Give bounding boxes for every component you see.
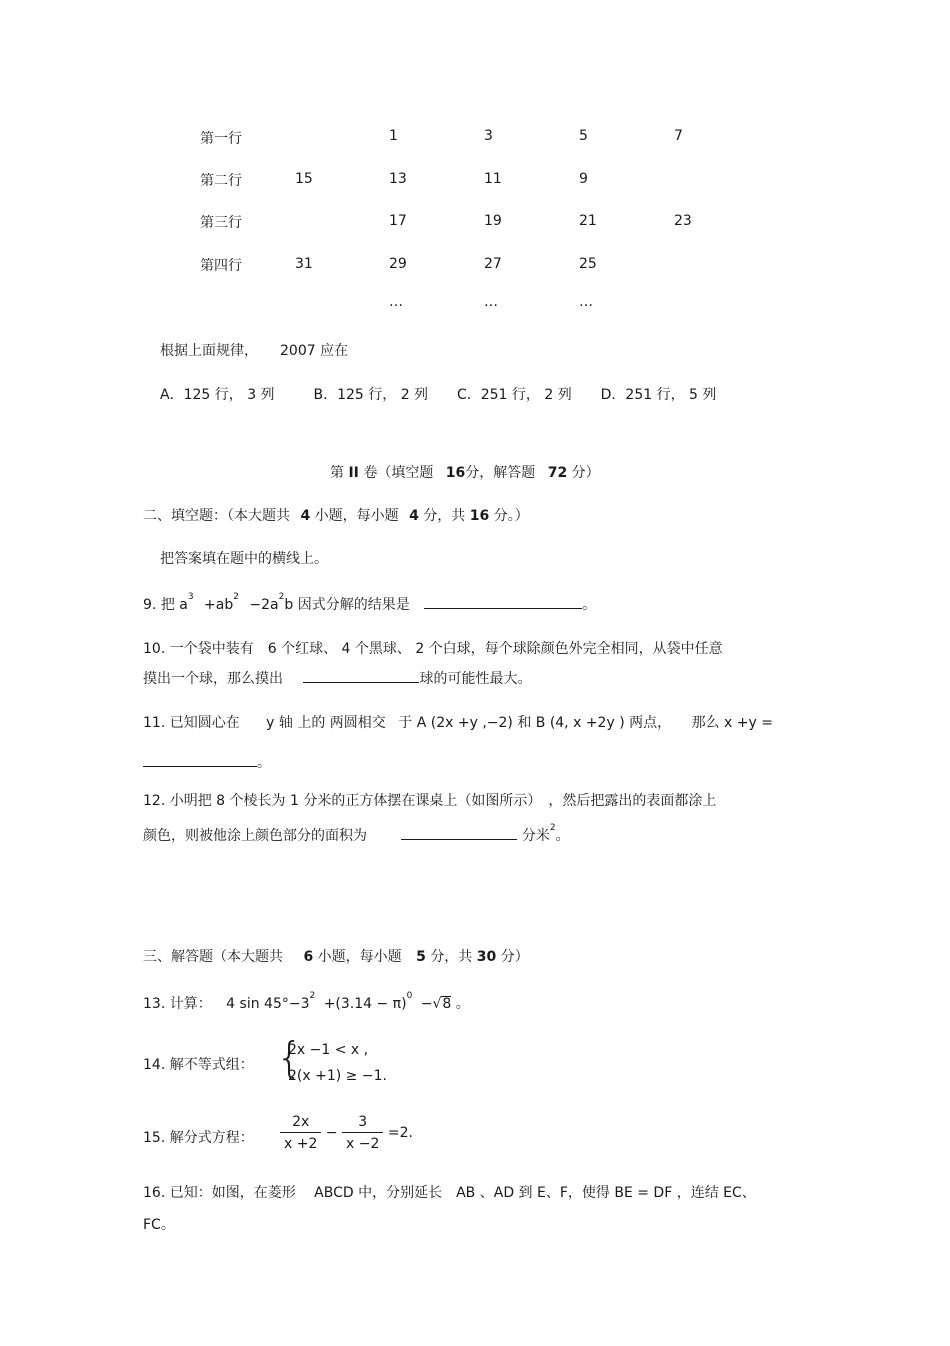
question-11-line-1: 11. 已知圆心在 y 轴 上的 两圆相交 于 A (2x +y ,−2) 和 B (4, x +2y ) 两点， 那么 x +y = <box>143 715 773 731</box>
table-cell: 23 <box>674 213 692 229</box>
question-13: 13. 计算： 4 $\sin 45^\circ-3^2 +(3.14 - \pi)^0 -√8$ 。 <box>143 991 470 1012</box>
question-16-line-1: 16. 已知：如图，在菱形 ABCD 中，分别延长 AB 、AD 到 E、F，使得 BE = DF ，连结 EC、 <box>143 1185 756 1201</box>
table-cell: 25 <box>579 256 597 272</box>
answer-blank <box>143 752 257 767</box>
sqrt-symbol: √ <box>432 996 442 1012</box>
table-cell: 1 <box>389 128 398 144</box>
question-8-stem: 根据上面规律， 2007 应在 <box>160 343 349 359</box>
question-12-line-1: 12. 小明把 8 个棱长为 1 分米的正方体摆在课桌上（如图所示） ，然后把露出的表面都涂上 <box>143 793 717 809</box>
answer-blank <box>424 594 582 609</box>
row-label: 第一行 <box>200 131 242 147</box>
section-3-title: 三、解答题（本大题共 6 小题，每小题 5 分，共 30 分） <box>143 949 529 965</box>
section-2-instruction: 把答案填在题中的横线上。 <box>160 551 328 567</box>
table-cell: 3 <box>484 128 493 144</box>
question-10-line-1: 10. 一个袋中装有 6 个红球、 4 个黑球、 2 个白球，每个球除颜色外完全相同，从袋中任意 <box>143 641 723 657</box>
fraction-1: $\frac{2x}{x +2}$ <box>280 1114 321 1152</box>
question-11-line-2: 。 <box>143 752 271 772</box>
section-2-title: 二、填空题：（本大题共 4 小题，每小题 4 分，共 16 分。） <box>143 508 529 524</box>
question-10-line-2: 摸出一个球，那么摸出 球的可能性最大。 <box>143 668 531 688</box>
question-14-label: 14. 解不等式组： <box>143 1057 254 1073</box>
question-9: 9. 把 $a^3 +ab^2 -2a^2b$ 因式分解的结果是 。 <box>143 592 597 613</box>
row-label: 第二行 <box>200 173 242 189</box>
option-d: D．251 行， 5 列 <box>600 387 717 403</box>
fractional-equation: $\frac{2x}{x +2}$ − $\frac{3}{x -2}$ =2. <box>280 1114 413 1152</box>
option-c: C．251 行， 2 列 <box>456 387 572 403</box>
option-b: B．125 行， 2 列 <box>313 387 429 403</box>
left-brace-icon: { <box>276 1033 303 1082</box>
inequality-1: 2x −1 < x , <box>288 1042 369 1058</box>
table-ellipsis: … <box>579 294 593 310</box>
table-cell: 27 <box>484 256 502 272</box>
table-cell: 7 <box>674 128 683 144</box>
table-cell: 31 <box>295 256 313 272</box>
table-cell: 9 <box>579 171 588 187</box>
table-cell: 19 <box>484 213 502 229</box>
table-cell: 17 <box>389 213 407 229</box>
table-cell: 29 <box>389 256 407 272</box>
table-ellipsis: … <box>484 294 498 310</box>
option-a: A．125 行， 3 列 <box>160 387 275 403</box>
answer-blank <box>401 825 517 840</box>
table-cell: 21 <box>579 213 597 229</box>
table-cell: 11 <box>484 171 502 187</box>
table-cell: 15 <box>295 171 313 187</box>
question-8-options <box>160 384 716 404</box>
fraction-2: $\frac{3}{x -2}$ <box>342 1114 383 1152</box>
question-16-line-2: FC。 <box>143 1217 175 1233</box>
question-12-line-2: 颜色，则被他涂上颜色部分的面积为 分米$^2$。 <box>143 823 570 844</box>
table-ellipsis: … <box>389 294 403 310</box>
table-cell: 13 <box>389 171 407 187</box>
table-cell: 5 <box>579 128 588 144</box>
question-15-label: 15. 解分式方程： <box>143 1130 254 1146</box>
row-label: 第三行 <box>200 215 242 231</box>
answer-blank <box>303 668 419 683</box>
row-label: 第四行 <box>200 258 242 274</box>
inequality-2: 2(x +1) ≥ −1. <box>288 1068 387 1084</box>
part-2-heading: 第 II 卷（填空题 16分，解答题 72 分） <box>330 465 600 481</box>
